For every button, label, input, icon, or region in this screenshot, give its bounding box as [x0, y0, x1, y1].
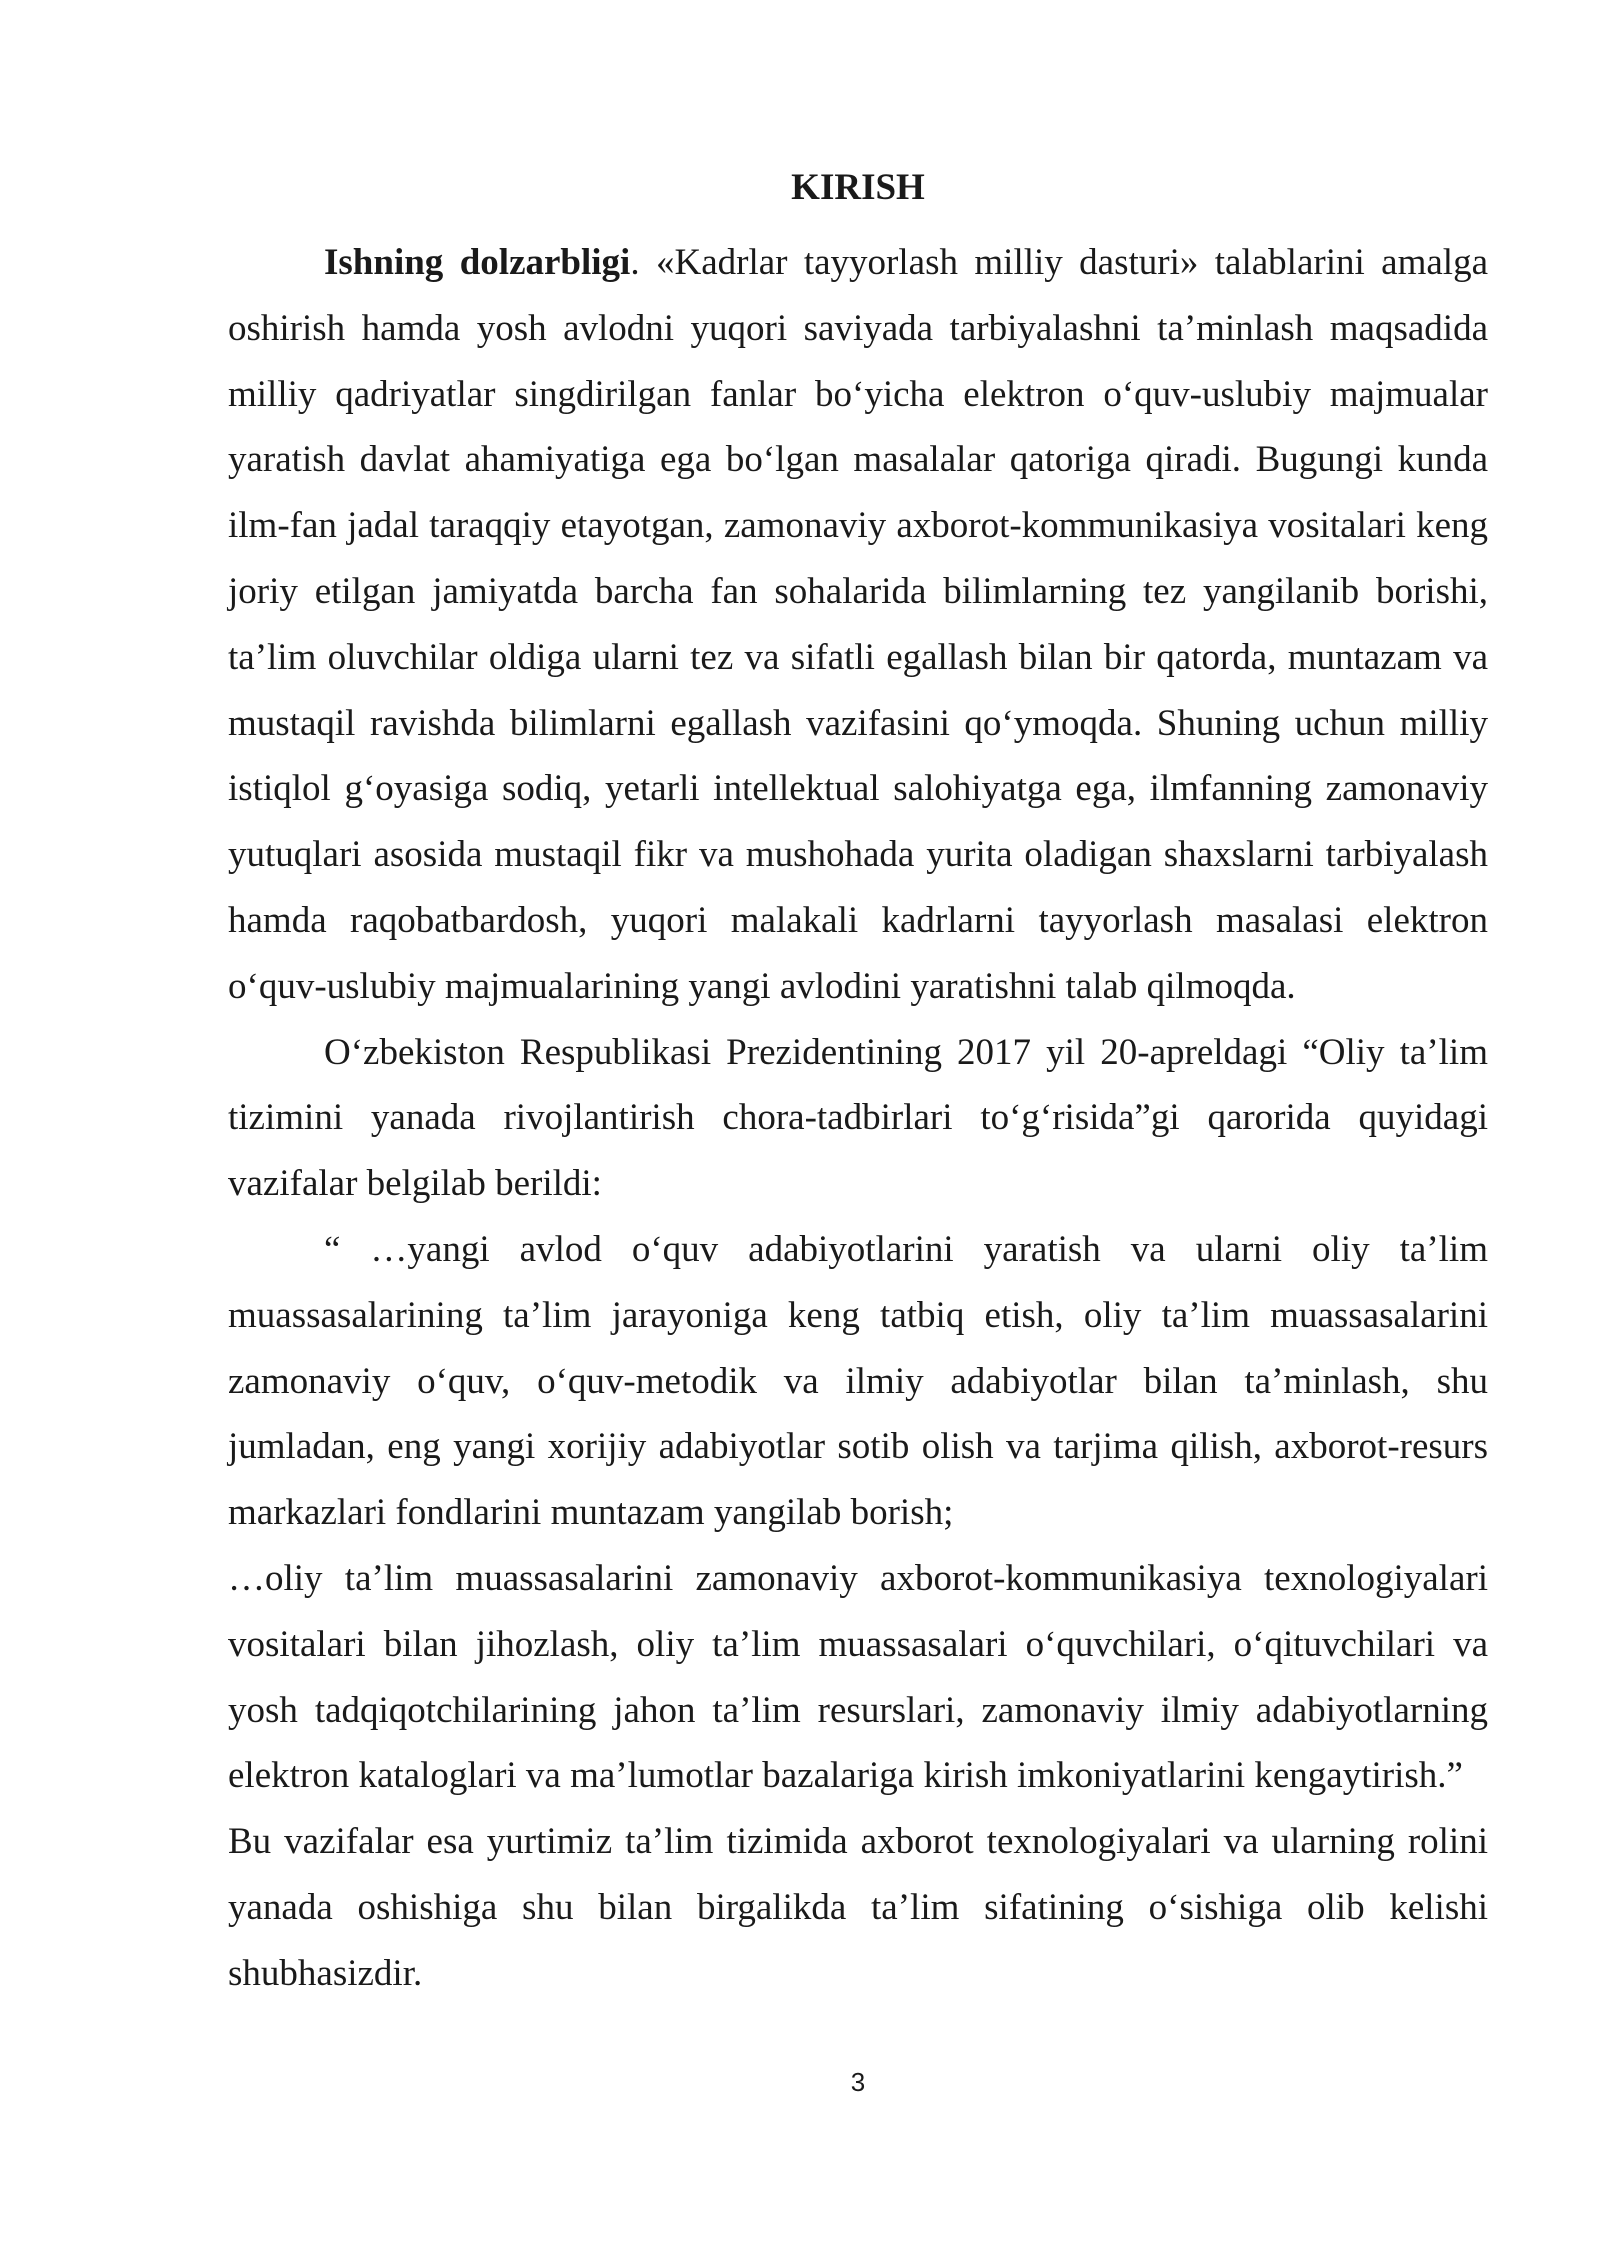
paragraph-text: «Kadrlar tayyorlash milliy dasturi» talablarini amalga oshirish hamda yosh avlodni yuqori saviyada tarbiyalashni ta’minlash maqsadida milliy qadriyatlar singdirilgan fanlar bo‘yicha elektron o‘quv-uslubiy majmualar yaratish davlat ahamiyatiga ega bo‘lgan masalalar qatoriga qiradi. Bugungi kunda ilm-fan jadal taraqqiy etayotgan, zamonaviy axborot-kommunikasiya vositalari keng joriy etilgan jamiyatda barcha fan sohalarida bilimlarning tez yangilanib borishi, ta’lim oluvchilar oldiga ularni tez va sifatli egallash bilan bir qatorda, muntazam va mustaqil ravishda bilimlarni egallash vazifasini qo‘ymoqda. Shuning uchun milliy istiqlol g‘oyasiga sodiq, yetarli intellektual salohiyatga ega, ilmfanning zamonaviy yutuqlari asosida mustaqil fikr va mushohada yurita oladigan shaxslarni tarbiyalash hamda raqobatbardosh, yuqori malakali kadrlarni tayyorlash masalasi elektron o‘quv-uslubiy majmualarining yangi avlodini yaratishni talab qilmoqda.	[228, 242, 1488, 1007]
page-title: KIRISH	[791, 167, 925, 208]
paragraph-lead-punct: .	[630, 242, 640, 283]
paragraph-lead: Ishning dolzarbligi	[324, 242, 631, 283]
paragraph-conclusion: Bu vazifalar esa yurtimiz ta’lim tizimida axborot texnologiyalari va ularning rolini yanada oshishiga shu bilan birgalikda ta’lim sifatining o‘sishiga olib kelishi shubhasizdir.	[228, 1821, 1488, 1994]
body-text	[228, 230, 1488, 2007]
paragraph-relevance	[228, 230, 1488, 1020]
page-number: 3	[850, 2067, 866, 2097]
paragraph-decree: O‘zbekiston Respublikasi Prezidentining 2017 yil 20-apreldagi “Oliy ta’lim tizimini yanada rivojlantirish chora-tadbirlari to‘g‘risida”gi qarorida quyidagi vazifalar belgilab berildi:	[228, 1031, 1488, 1205]
paragraph-quote-1: “ …yangi avlod o‘quv adabiyotlarini yaratish va ularni oliy ta’lim muassasalarining ta’lim jarayoniga keng tatbiq etish, oliy ta’lim muassasalarini zamonaviy o‘quv, o‘quv-metodik va ilmiy adabiyotlar bilan ta’minlash, shu jumladan, eng yangi xorijiy adabiyotlar sotib olish va tarjima qilish, axborot-resurs markazlari fondlarini muntazam yangilab borish;	[228, 1228, 1488, 1534]
paragraph-quote-2: …oliy ta’lim muassasalarini zamonaviy axborot-kommunikasiya texnologiyalari vositalari bilan jihozlash, oliy ta’lim muassasalari o‘quvchilari, o‘qituvchilari va yosh tadqiqotchilarining jahon ta’lim resurslari, zamonaviy ilmiy adabiyotlarning elektron kataloglari va ma’lumotlar bazalariga kirish imkoniyatlarini kengaytirish.”	[228, 1557, 1488, 1797]
